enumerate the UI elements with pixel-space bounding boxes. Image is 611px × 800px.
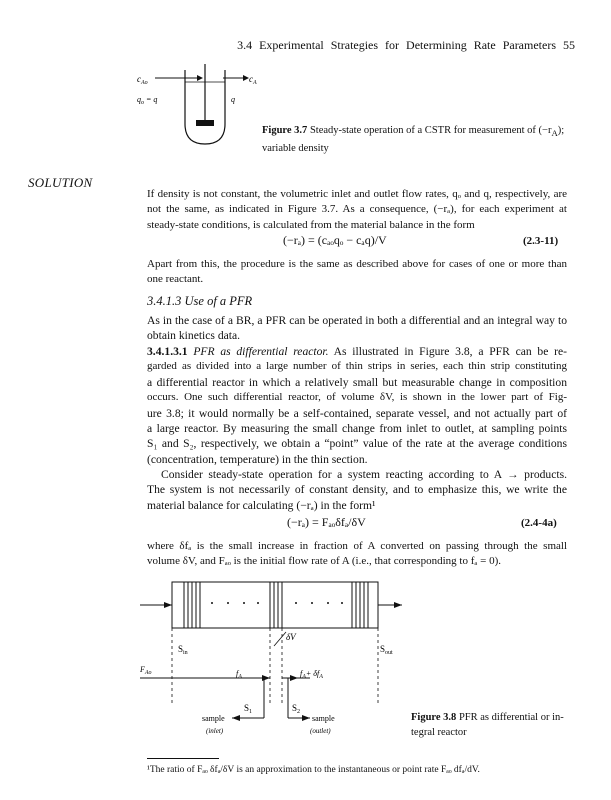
equation-2-4-4a: (−rₐ) = Fₐₒδfₐ/δV	[287, 515, 366, 529]
paragraph-pfr-intro: As in the case of a BR, a PFR can be operated in both a differential and an integral way to obtain kinetics data.	[147, 314, 567, 343]
pfr-inlet-arrow	[164, 602, 172, 608]
dv-pointer	[274, 632, 286, 646]
pfr-strips	[184, 582, 368, 628]
figure-3-7-caption: Figure 3.7 Steady-state operation of a CSTR for measurement of $(-r_A)$; variable density	[262, 125, 565, 155]
fa-plus-label: $f_A+ \delta f_A$	[300, 669, 323, 680]
page-number: 55	[563, 38, 575, 52]
s1-label: $S_1$	[244, 703, 253, 715]
pfr-dots	[211, 602, 343, 604]
para4-line-8: (concentration, temperature) in the thin section.	[147, 452, 368, 466]
s-in-label: $S_{in}$	[178, 644, 188, 656]
fa-label: $f_A$	[236, 669, 242, 680]
figure-3-8-caption: Figure 3.8 PFR as differential or in-tegral reactor	[411, 712, 564, 738]
para6-line-1: where δfₐ is the small increase in fraction of A converted on passing through the small	[147, 540, 567, 552]
para4-line-4: occurs. One such differential reactor, of volume δV, is shown in the lower part of Fig-	[147, 391, 567, 404]
outlet-flow-label: q	[231, 95, 235, 104]
element-outlet-arrow	[290, 675, 298, 681]
s2-arrow	[302, 715, 310, 721]
inlet-flow-label: $q_o = q$	[137, 95, 158, 106]
inlet-conc-label: $c_{Ao}$	[137, 74, 148, 86]
footnote-rule	[147, 758, 219, 759]
header-section: 3.4	[237, 38, 253, 52]
para5-line-1: Consider steady-state operation for a system reacting according to A → products.	[161, 468, 567, 481]
figure-3-8-label: Figure 3.8	[411, 712, 457, 723]
para4-line-7: S₁ and S₂, respectively, we obtain a “point” value of the rate at the average conditions	[147, 437, 567, 451]
inlet-arrowhead	[197, 75, 203, 81]
pfr-outlet-arrow	[394, 602, 402, 608]
para4-line-1: 3.4.1.3.1 PFR as differential reactor. As illustrated in Figure 3.8, a PFR can be re-	[147, 345, 567, 358]
s2-label: $S_2$	[292, 703, 301, 715]
sample-outlet-label: sample	[312, 714, 335, 723]
fao-label: $F_{Ao}$	[140, 665, 152, 676]
para4-line-3: a differential reactor in which a relatively small but measurable change in composition	[147, 375, 567, 389]
equation-2-4-4a-number: (2.4-4a)	[521, 517, 557, 529]
s-out-label: $S_{out}$	[380, 644, 393, 656]
para4-line-2: garded as divided into a large number of thin strips in series, each thin strip constituting	[147, 360, 567, 373]
outlet-conc-label: $c_A$	[249, 74, 257, 86]
figure-3-7-label: Figure 3.7	[262, 125, 308, 136]
equation-2-3-11-number: (2.3-11)	[523, 235, 559, 247]
outlet-label: (outlet)	[310, 727, 331, 735]
footnote: ¹The ratio of Fₐₒ δfₐ/δV is an approximation to the instantaneous or point rate Fₐₒ dfₐ/dV.	[147, 765, 480, 775]
section-heading-3-4-1-3: 3.4.1.3 Use of a PFR	[147, 294, 253, 308]
paragraph-apart: Apart from this, the procedure is the same as described above for cases of one or more than one reactant.	[147, 258, 567, 286]
stirrer-impeller	[196, 120, 214, 126]
para5-line-3: material balance for calculating (−rₐ) in the form¹	[147, 498, 376, 512]
solution-label: SOLUTION	[28, 175, 93, 190]
paragraph-density: If density is not constant, the volumetric inlet and outlet flow rates, qₒ and q, respectively, are not the same, as indicated in Figure 3.7. As a consequence, (−rₐ), for each experiment at steady-state conditions, is calculated from the material balance in the form	[147, 188, 567, 231]
paragraph-where	[147, 539, 567, 570]
subsection-number: 3.4.1.3.1	[147, 345, 188, 358]
para4-line-6: a large reactor. By measuring the small change from inlet to outlet, at sampling points	[147, 422, 567, 436]
para5-line-2: The system is not necessarily of constant density, and to emphasize this, we write the	[147, 483, 567, 497]
sample-inlet-label: sample	[202, 714, 225, 723]
running-header	[0, 38, 575, 53]
inlet-label: (inlet)	[206, 727, 224, 735]
header-title: Experimental Strategies for Determining Rate Parameters	[259, 38, 556, 52]
element-inlet-arrow	[262, 675, 270, 681]
dv-label: δV	[286, 632, 296, 642]
subsection-title: PFR as differential reactor.	[193, 345, 329, 358]
pfr-tube	[172, 582, 378, 628]
figure-3-8-drawing	[140, 578, 402, 750]
paragraph-differential	[147, 344, 567, 467]
para6-line-2: volume δV, and Fₐₒ is the initial flow rate of A (i.e., that corresponding to fₐ = 0).	[147, 555, 501, 568]
projection-lines	[172, 628, 378, 706]
paragraph-steady-state	[147, 467, 567, 513]
s1-arrow	[232, 715, 240, 721]
figure-3-7-drawing	[135, 62, 275, 152]
para4-line-5: ure 3.8; it would normally be a self-contained, separate vessel, and not actually part of	[147, 406, 567, 420]
equation-2-3-11: (−rₐ) = (cₐₒqₒ − cₐq)/V	[283, 233, 387, 247]
